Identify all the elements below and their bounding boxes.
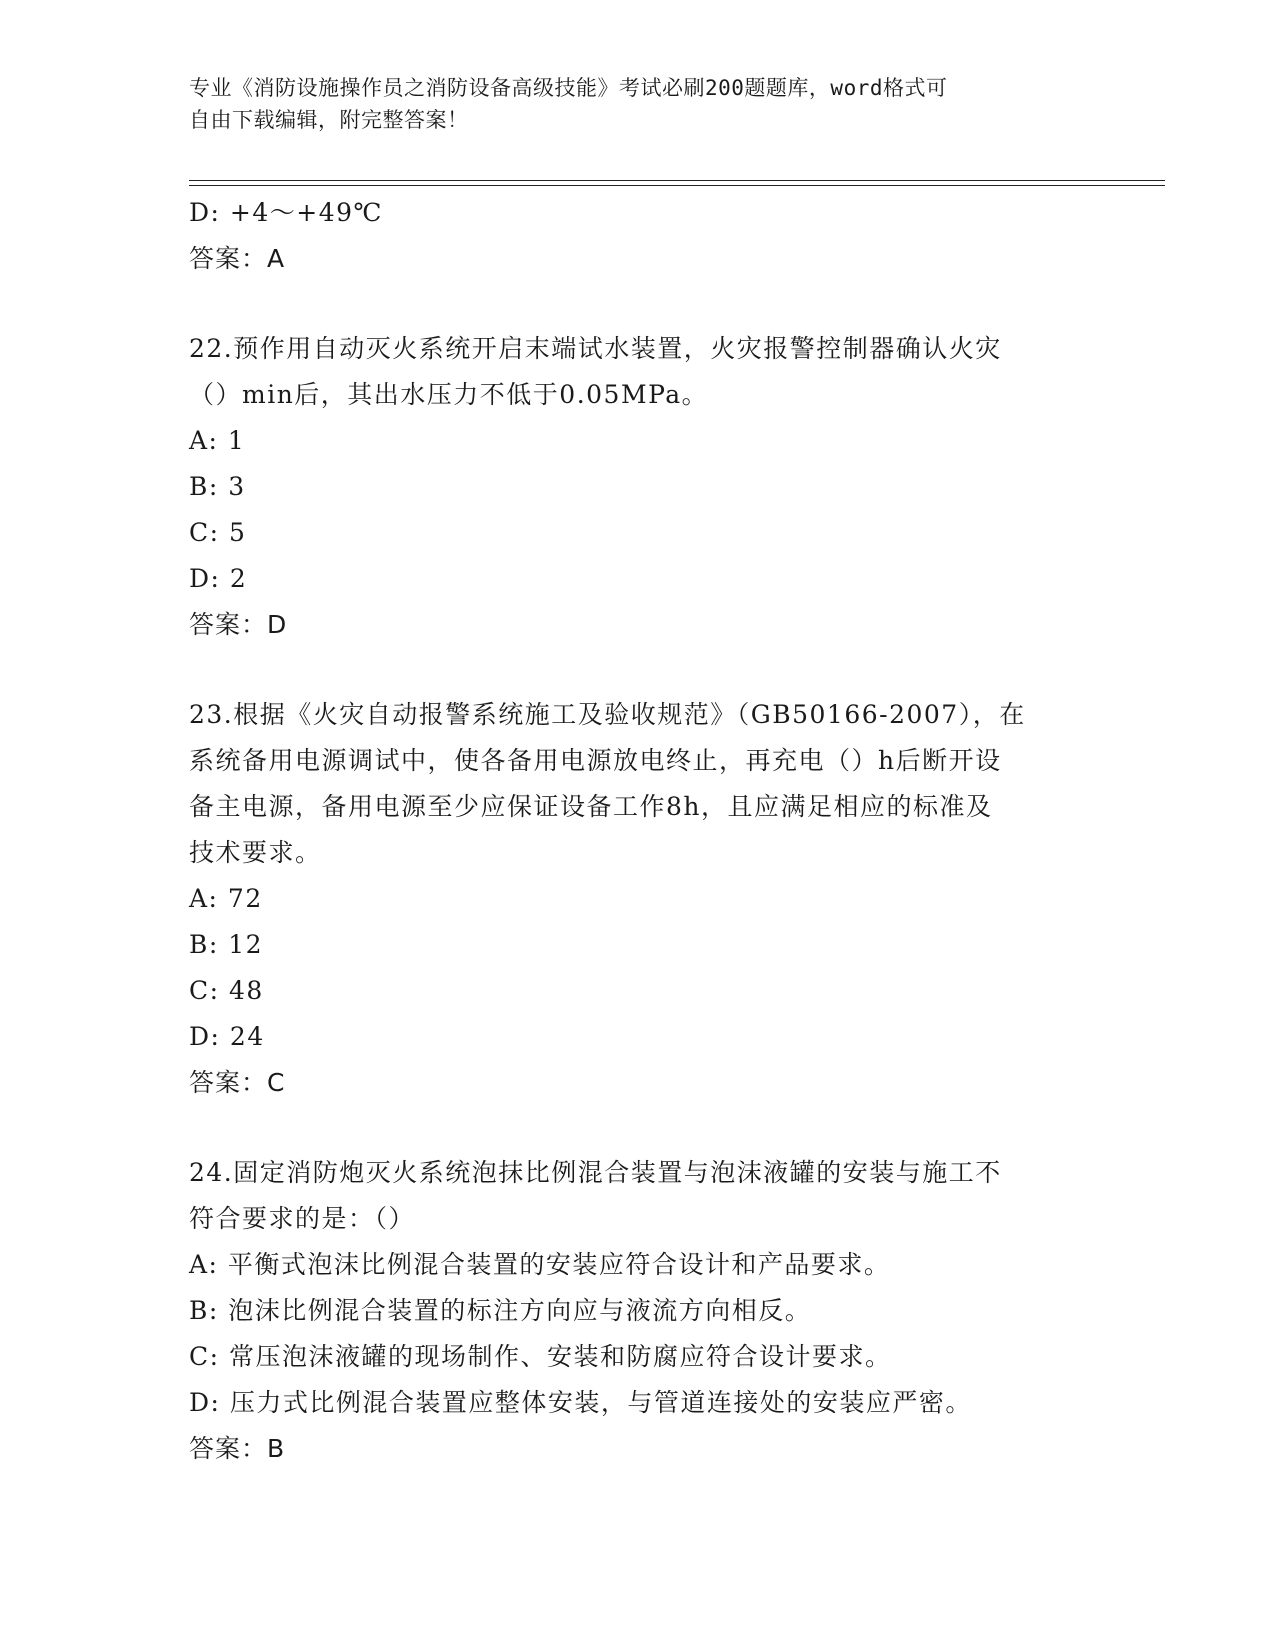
question-24	[189, 1150, 1089, 1472]
question-line: 符合要求的是：（）	[189, 1204, 416, 1233]
question-line: 备主电源，备用电源至少应保证设备工作8h，且应满足相应的标准及	[189, 792, 993, 821]
header-line-2: 自由下载编辑，附完整答案！	[189, 108, 469, 132]
answer: 答案：B	[189, 1434, 286, 1463]
question-line: 23.根据《火灾自动报警系统施工及验收规范》（GB50166-2007），在	[189, 700, 1026, 729]
prev-option-d: D: +4～+49℃	[189, 198, 383, 227]
question-23	[189, 692, 1089, 1106]
prev-answer: 答案：A	[189, 244, 286, 273]
question-22	[189, 326, 1089, 648]
spacer	[189, 1106, 1089, 1150]
option-a: A: 平衡式泡沫比例混合装置的安装应符合设计和产品要求。	[189, 1250, 891, 1279]
option-d: D: 24	[189, 1022, 265, 1051]
option-c: C: 常压泡沫液罐的现场制作、安装和防腐应符合设计要求。	[189, 1342, 892, 1371]
question-line: 系统备用电源调试中，使各备用电源放电终止，再充电（）h后断开设	[189, 746, 1002, 775]
header-divider	[189, 180, 1165, 186]
option-d: D: 2	[189, 564, 248, 593]
spacer	[189, 282, 1089, 326]
question-text	[189, 1150, 1089, 1242]
option-b: B: 12	[189, 930, 264, 959]
question-line: （）min后，其出水压力不低于0.05MPa。	[189, 380, 709, 409]
question-line: 24.固定消防炮灭火系统泡抹比例混合装置与泡沫液罐的安装与施工不	[189, 1158, 1002, 1187]
option-b: B: 3	[189, 472, 246, 501]
question-text	[189, 326, 1089, 418]
option-c: C: 48	[189, 976, 264, 1005]
document-body	[189, 190, 1089, 1472]
option-d: D: 压力式比例混合装置应整体安装，与管道连接处的安装应严密。	[189, 1388, 972, 1417]
answer: 答案：D	[189, 610, 288, 639]
question-line: 22.预作用自动灭火系统开启末端试水装置，火灾报警控制器确认火灾	[189, 334, 1002, 363]
answer: 答案：C	[189, 1068, 286, 1097]
option-b: B: 泡沫比例混合装置的标注方向应与液流方向相反。	[189, 1296, 812, 1325]
spacer	[189, 648, 1089, 692]
option-a: A: 1	[189, 426, 246, 455]
question-text	[189, 692, 1089, 876]
document-header	[189, 72, 1089, 136]
question-line: 技术要求。	[189, 838, 322, 867]
option-a: A: 72	[189, 884, 263, 913]
header-line-1: 专业《消防设施操作员之消防设备高级技能》考试必刷200题题库，word格式可	[189, 76, 948, 100]
option-c: C: 5	[189, 518, 247, 547]
